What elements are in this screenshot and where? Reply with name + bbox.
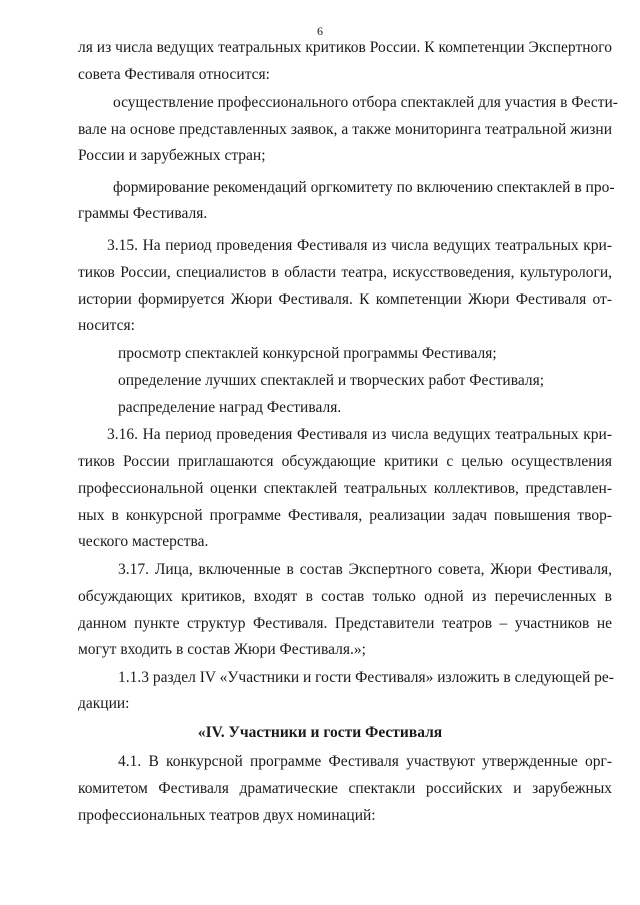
- text-line: профессиональной оценки спектаклей театральных коллективов, представлен-: [78, 480, 612, 497]
- section-heading: «IV. Участники и гости Фестиваля: [197, 724, 443, 741]
- text-line: профессиональных театров двух номинаций:: [78, 807, 376, 824]
- text-line: ческого мастерства.: [78, 533, 209, 550]
- text-line: ных в конкурсной программе Фестиваля, реализации задач повышения твор-: [78, 507, 612, 524]
- text-line: 4.1. В конкурсной программе Фестиваля участвуют утвержденные орг-: [118, 753, 612, 770]
- list-item: просмотр спектаклей конкурсной программы Фестиваля;: [118, 345, 497, 362]
- text-line: 3.15. На период проведения Фестиваля из числа ведущих театральных кри-: [107, 237, 612, 254]
- text-line: могут входить в состав Жюри Фестиваля.»;: [78, 641, 366, 658]
- list-item: определение лучших спектаклей и творческих работ Фестиваля;: [118, 372, 545, 389]
- text-line: совета Фестиваля относится:: [78, 66, 270, 83]
- text-line: 3.17. Лица, включенные в состав Экспертного совета, Жюри Фестиваля,: [118, 561, 612, 578]
- text-line: тиков России приглашаются обсуждающие критики с целью осуществления: [78, 453, 612, 470]
- text-line: 3.16. На период проведения Фестиваля из числа ведущих театральных кри-: [107, 426, 612, 443]
- text-line: истории формируется Жюри Фестиваля. К компетенции Жюри Фестиваля от-: [78, 291, 612, 308]
- text-line: 1.1.3 раздел IV «Участники и гости Фестиваля» изложить в следующей ре-: [118, 669, 614, 686]
- text-line: ля из числа ведущих театральных критиков России. К компетенции Экспертного: [78, 39, 612, 56]
- text-line: граммы Фестиваля.: [78, 205, 208, 222]
- page-number: 6: [317, 24, 323, 38]
- text-line: комитетом Фестиваля драматические спектакли российских и зарубежных: [78, 780, 612, 797]
- text-line: носится:: [78, 317, 135, 334]
- text-line: осуществление профессионального отбора спектаклей для участия в Фести-: [113, 94, 618, 111]
- text-line: данном пункте структур Фестиваля. Представители театров – участников не: [78, 615, 612, 632]
- text-line: формирование рекомендаций оргкомитету по включению спектаклей в про-: [113, 179, 615, 196]
- text-line: обсуждающих критиков, входят в состав только одной из перечисленных в: [78, 588, 612, 605]
- text-line: тиков России, специалистов в области театра, искусствоведения, культурологи,: [78, 264, 612, 281]
- text-line: дакции:: [78, 695, 130, 712]
- list-item: распределение наград Фестиваля.: [118, 399, 342, 416]
- text-line: России и зарубежных стран;: [78, 147, 266, 164]
- text-line: вале на основе представленных заявок, а также мониторинга театральной жизни: [78, 121, 612, 138]
